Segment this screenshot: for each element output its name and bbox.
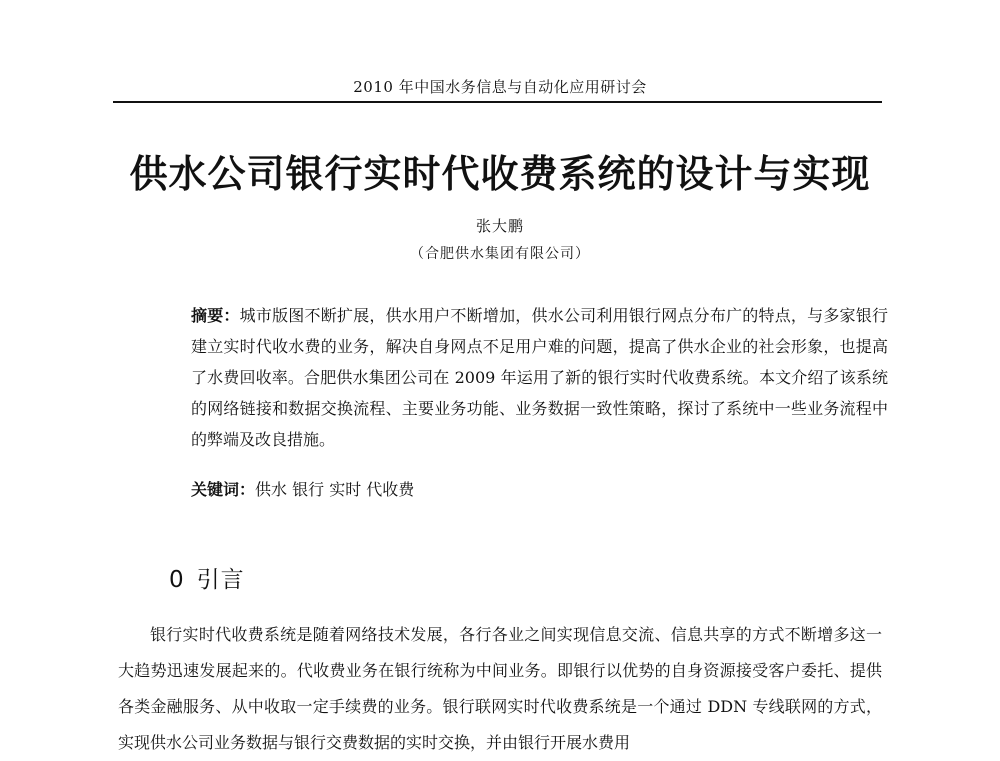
- author-name: 张大鹏: [475, 217, 524, 235]
- body-paragraph: 银行实时代收费系统是随着网络技术发展，各行各业之间实现信息交流、信息共享的方式不断增多这一大趋势迅速发展起来的。代收费业务在银行统称为中间业务。即银行以优势的自身资源接受客户委托、提供各类金融服务、从中收取一定手续费的业务。银行联网实时代收费系统是一个通过 DDN 专线联网的方式，实现供水公司业务数据与银行交费数据的实时交换，并由银行开展水费用: [118, 625, 882, 752]
- section-title: 引言: [196, 567, 245, 593]
- section-number: 0: [169, 567, 185, 593]
- keywords: [191, 478, 888, 502]
- paper-title: 供水公司银行实时代收费系统的设计与实现: [129, 151, 871, 196]
- abstract-text: 城市版图不断扩展，供水用户不断增加，供水公司利用银行网点分布广的特点，与多家银行建立实时代收水费的业务，解决自身网点不足用户难的问题，提高了供水企业的社会形象，也提高了水费回收率。合肥供水集团公司在 2009 年运用了新的银行实时代收费系统。本文介绍了该系统的网络链接和数据交换流程、主要业务功能、业务数据一致性策略，探讨了系统中一些业务流程中的弊端及改良措施。: [191, 306, 888, 449]
- keywords-label: 关键词：: [191, 480, 256, 499]
- keywords-text: 供水 银行 实时 代收费: [255, 480, 415, 499]
- abstract-label: 摘要：: [191, 306, 240, 325]
- section-heading: [169, 561, 245, 594]
- running-header: 2010 年中国水务信息与自动化应用研讨会: [353, 78, 647, 96]
- author-affiliation: （合肥供水集团有限公司）: [410, 246, 590, 262]
- header-rule: [113, 101, 882, 103]
- abstract: [191, 300, 888, 455]
